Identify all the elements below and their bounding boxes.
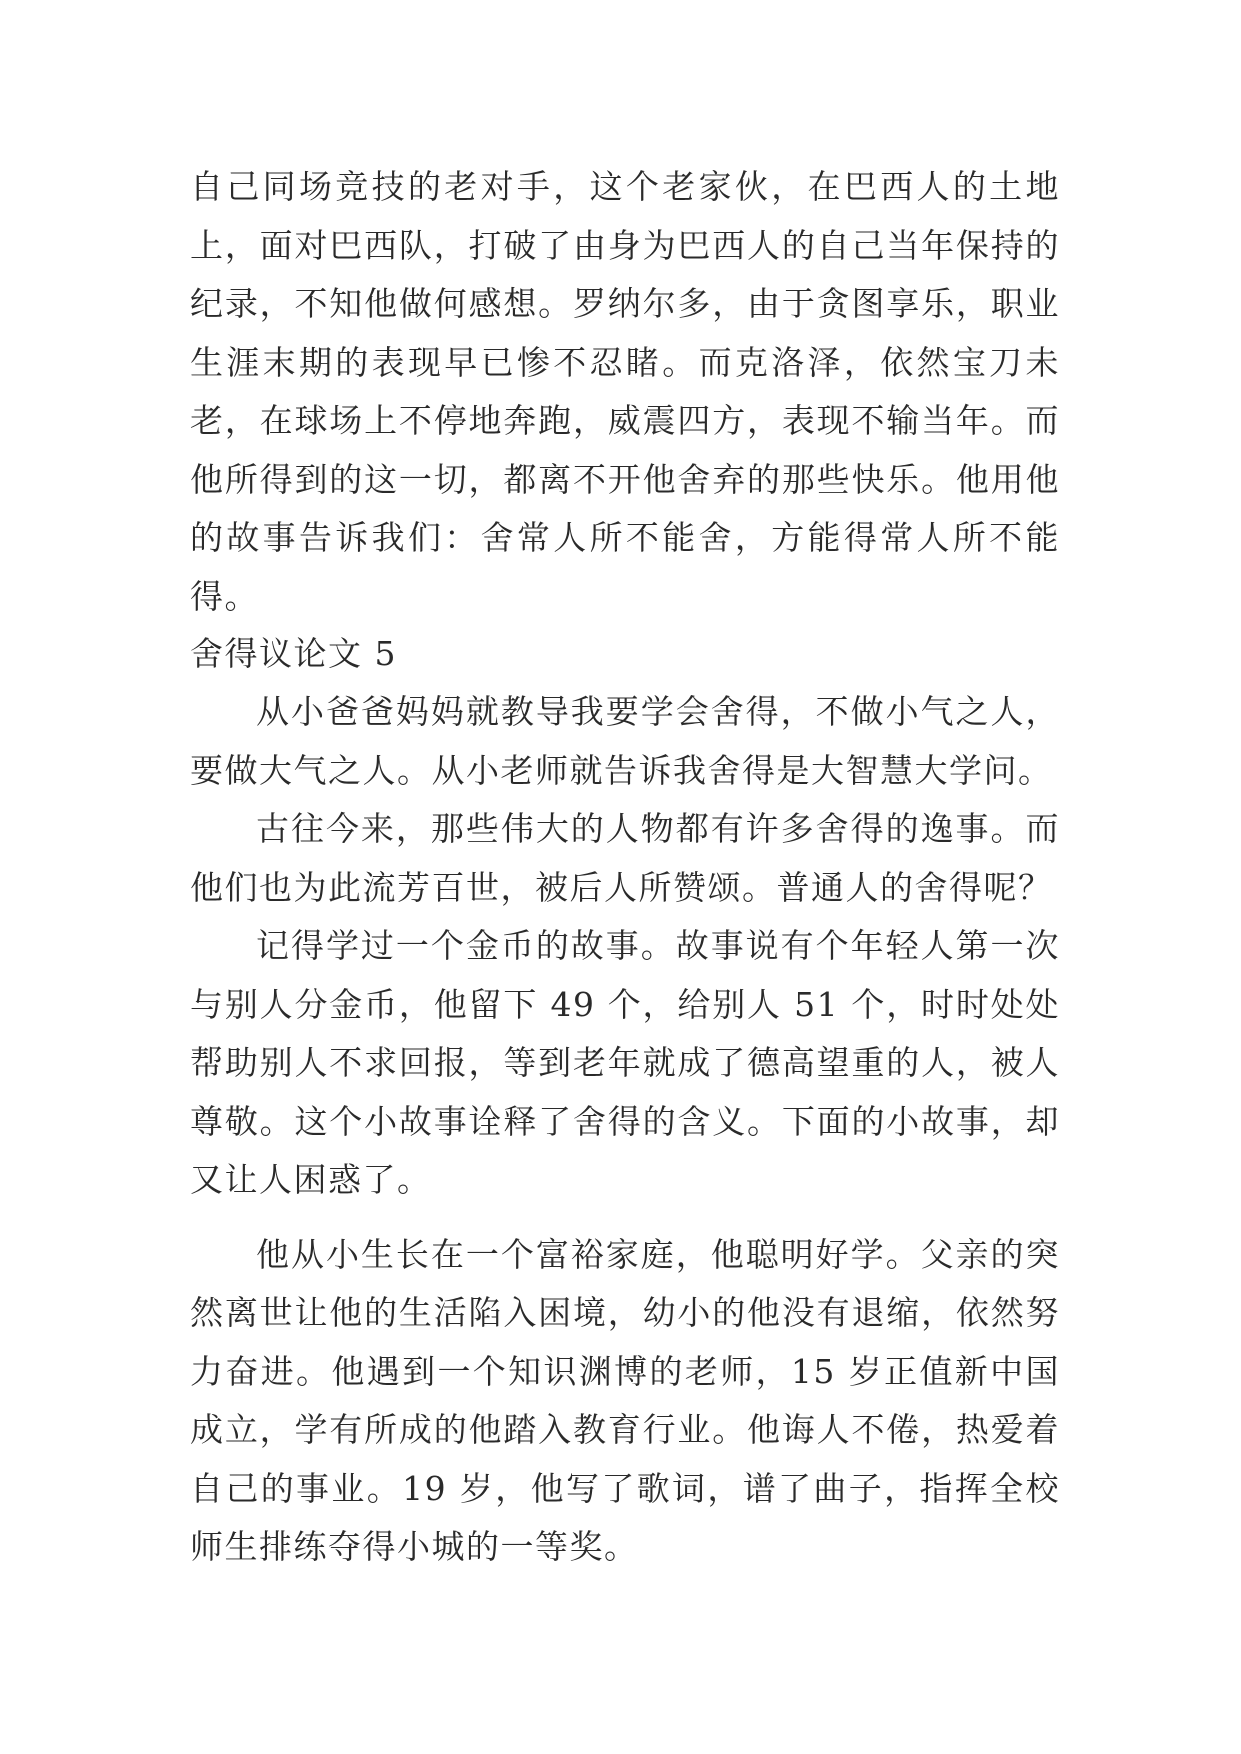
body-paragraph-1: 从小爸爸妈妈就教导我要学会舍得，不做小气之人，要做大气之人。从小老师就告诉我舍得是大智慧大学问。 [190, 692, 1060, 790]
body-paragraph-2: 古往今来，那些伟大的人物都有许多舍得的逸事。而他们也为此流芳百世，被后人所赞颂。普通人的舍得呢？ [190, 809, 1060, 907]
section-heading: 舍得议论文 5 [190, 634, 397, 673]
body-paragraph-4: 他从小生长在一个富裕家庭，他聪明好学。父亲的突然离世让他的生活陷入困境，幼小的他没有退缩，依然努力奋进。他遇到一个知识渊博的老师，15 岁正值新中国成立，学有所成的他踏入教育行业。他诲人不倦，热爱着自己的事业。19 岁，他写了歌词，谱了曲子，指挥全校师生排练夺得小城的一等奖。 [190, 1234, 1060, 1566]
section-body [190, 683, 1060, 1577]
paragraph-spacer [190, 1210, 1060, 1226]
body-paragraph-3: 记得学过一个金币的故事。故事说有个年轻人第一次与别人分金币，他留下 49 个，给别人 51 个，时时处处帮助别人不求回报，等到老年就成了德高望重的人，被人尊敬。这个小故事诠释了舍得的含义。下面的小故事，却又让人困惑了。 [190, 926, 1060, 1199]
continued-paragraph: 自己同场竞技的老对手，这个老家伙，在巴西人的土地上，面对巴西队，打破了由身为巴西人的自己当年保持的纪录，不知他做何感想。罗纳尔多，由于贪图享乐，职业生涯末期的表现早已惨不忍睹。而克洛泽，依然宝刀未老，在球场上不停地奔跑，威震四方，表现不输当年。而他所得到的这一切，都离不开他舍弃的那些快乐。他用他的故事告诉我们：舍常人所不能舍，方能得常人所不能得。 [190, 167, 1060, 616]
